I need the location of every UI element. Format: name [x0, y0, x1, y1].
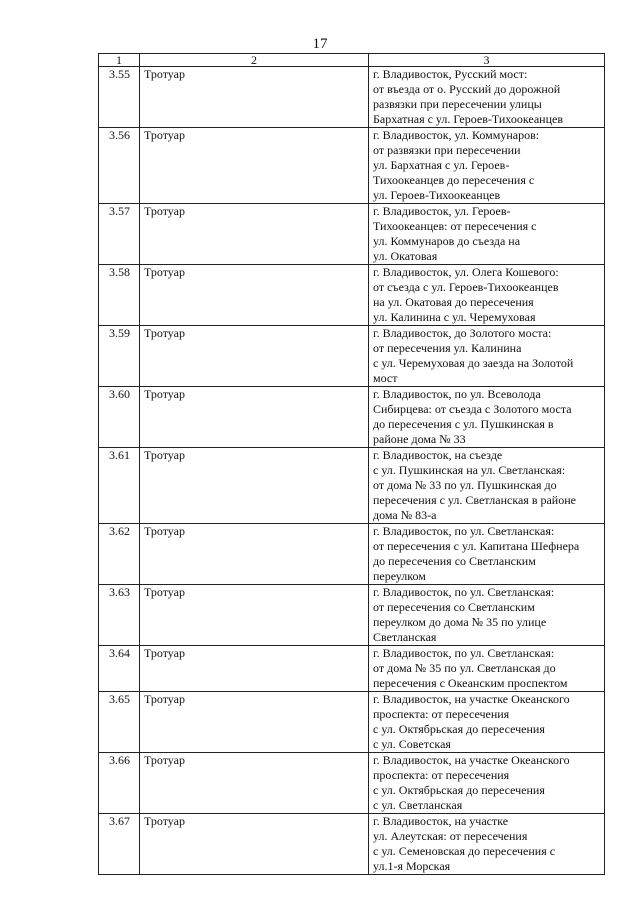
- location-line: от развязки при пересечении: [373, 143, 521, 157]
- roads-table: [98, 53, 605, 875]
- table-row: [99, 585, 605, 646]
- column-header-number: 1: [99, 54, 140, 67]
- table-row: [99, 67, 605, 128]
- row-number: 3.66: [99, 753, 140, 814]
- location-line: переулком: [373, 569, 426, 583]
- location-line: Бархатная с ул. Героев-Тихоокеанцев: [373, 112, 564, 126]
- location-line: г. Владивосток, ул. Коммунаров:: [373, 128, 540, 142]
- row-object-type: Тротуар: [140, 646, 369, 692]
- location-line: ул. Алеутская: от пересечения: [373, 829, 528, 843]
- table-row: [99, 265, 605, 326]
- row-location: [369, 585, 605, 646]
- row-number: 3.57: [99, 204, 140, 265]
- location-line: Тихоокеанцев: от пересечения с: [373, 219, 537, 233]
- column-header-type: 2: [140, 54, 369, 67]
- location-line: с ул. Пушкинская на ул. Светланская:: [373, 463, 566, 477]
- location-line: г. Владивосток, по ул. Светланская:: [373, 646, 555, 660]
- row-object-type: Тротуар: [140, 387, 369, 448]
- row-location: [369, 814, 605, 875]
- row-number: 3.59: [99, 326, 140, 387]
- row-object-type: Тротуар: [140, 814, 369, 875]
- location-line: пересечения с ул. Светланская в районе: [373, 493, 576, 507]
- row-location: [369, 692, 605, 753]
- location-line: от дома № 35 по ул. Светланская до: [373, 661, 556, 675]
- row-object-type: Тротуар: [140, 692, 369, 753]
- row-object-type: Тротуар: [140, 326, 369, 387]
- row-location: [369, 67, 605, 128]
- row-location: [369, 204, 605, 265]
- location-line: пересечения с Океанским проспектом: [373, 676, 568, 690]
- location-line: на ул. Окатовая до пересечения: [373, 295, 534, 309]
- row-number: 3.64: [99, 646, 140, 692]
- row-object-type: Тротуар: [140, 265, 369, 326]
- row-object-type: Тротуар: [140, 753, 369, 814]
- location-line: до пересечения с ул. Пушкинская в: [373, 417, 554, 431]
- row-number: 3.65: [99, 692, 140, 753]
- row-location: [369, 128, 605, 204]
- location-line: с ул. Октябрьская до пересечения: [373, 722, 545, 736]
- row-location: [369, 646, 605, 692]
- column-header-location: 3: [369, 54, 605, 67]
- location-line: ул.1-я Морская: [373, 859, 451, 873]
- location-line: ул. Героев-Тихоокеанцев: [373, 188, 501, 202]
- row-location: [369, 448, 605, 524]
- row-number: 3.58: [99, 265, 140, 326]
- location-line: с ул. Светланская: [373, 798, 463, 812]
- location-line: г. Владивосток, по ул. Светланская:: [373, 524, 555, 538]
- table-row: [99, 646, 605, 692]
- location-line: ул. Окатовая: [373, 249, 438, 263]
- row-number: 3.67: [99, 814, 140, 875]
- location-line: мост: [373, 371, 398, 385]
- table-row: [99, 753, 605, 814]
- location-line: г. Владивосток, на съезде: [373, 448, 503, 462]
- row-location: [369, 265, 605, 326]
- page-number: 17: [312, 36, 328, 52]
- location-line: г. Владивосток, по ул. Всеволода: [373, 387, 541, 401]
- location-line: ул. Калинина с ул. Черемуховая: [373, 310, 536, 324]
- location-line: от дома № 33 по ул. Пушкинская до: [373, 478, 557, 492]
- row-object-type: Тротуар: [140, 128, 369, 204]
- location-line: г. Владивосток, ул. Олега Кошевого:: [373, 265, 559, 279]
- location-line: от въезда от о. Русский до дорожной: [373, 82, 561, 96]
- location-line: Светланская: [373, 630, 437, 644]
- row-object-type: Тротуар: [140, 585, 369, 646]
- row-number: 3.55: [99, 67, 140, 128]
- location-line: до пересечения со Светланским: [373, 554, 536, 568]
- table-row: [99, 814, 605, 875]
- location-line: Сибирцева: от съезда с Золотого моста: [373, 402, 572, 416]
- location-line: г. Владивосток, по ул. Светланская:: [373, 585, 555, 599]
- row-number: 3.63: [99, 585, 140, 646]
- table-row: [99, 204, 605, 265]
- row-number: 3.56: [99, 128, 140, 204]
- table-header-row: [99, 54, 605, 67]
- location-line: районе дома № 33: [373, 432, 466, 446]
- location-line: Тихоокеанцев до пересечения с: [373, 173, 535, 187]
- row-number: 3.62: [99, 524, 140, 585]
- row-object-type: Тротуар: [140, 448, 369, 524]
- location-line: с ул. Советская: [373, 737, 451, 751]
- row-object-type: Тротуар: [140, 204, 369, 265]
- table-row: [99, 326, 605, 387]
- row-number: 3.61: [99, 448, 140, 524]
- row-location: [369, 753, 605, 814]
- location-line: развязки при пересечении улицы: [373, 97, 542, 111]
- table-row: [99, 448, 605, 524]
- location-line: проспекта: от пересечения: [373, 707, 510, 721]
- location-line: г. Владивосток, Русский мост:: [373, 67, 528, 81]
- row-object-type: Тротуар: [140, 524, 369, 585]
- table-row: [99, 387, 605, 448]
- location-line: дома № 83-а: [373, 508, 437, 522]
- location-line: г. Владивосток, на участке Океанского: [373, 753, 570, 767]
- location-line: г. Владивосток, на участке: [373, 814, 509, 828]
- location-line: г. Владивосток, на участке Океанского: [373, 692, 570, 706]
- location-line: от пересечения с ул. Капитана Шефнера: [373, 539, 580, 553]
- location-line: г. Владивосток, до Золотого моста:: [373, 326, 552, 340]
- location-line: с ул. Черемуховая до заезда на Золотой: [373, 356, 574, 370]
- row-number: 3.60: [99, 387, 140, 448]
- location-line: от пересечения со Светланским: [373, 600, 535, 614]
- location-line: от пересечения ул. Калинина: [373, 341, 522, 355]
- row-object-type: Тротуар: [140, 67, 369, 128]
- row-location: [369, 387, 605, 448]
- location-line: с ул. Октябрьская до пересечения: [373, 783, 545, 797]
- location-line: ул. Бархатная с ул. Героев-: [373, 158, 510, 172]
- location-line: проспекта: от пересечения: [373, 768, 510, 782]
- row-location: [369, 326, 605, 387]
- location-line: ул. Коммунаров до съезда на: [373, 234, 521, 248]
- table-row: [99, 128, 605, 204]
- location-line: от съезда с ул. Героев-Тихоокеанцев: [373, 280, 559, 294]
- location-line: с ул. Семеновская до пересечения с: [373, 844, 556, 858]
- location-line: переулком до дома № 35 по улице: [373, 615, 547, 629]
- location-line: г. Владивосток, ул. Героев-: [373, 204, 511, 218]
- row-location: [369, 524, 605, 585]
- table-row: [99, 524, 605, 585]
- table-row: [99, 692, 605, 753]
